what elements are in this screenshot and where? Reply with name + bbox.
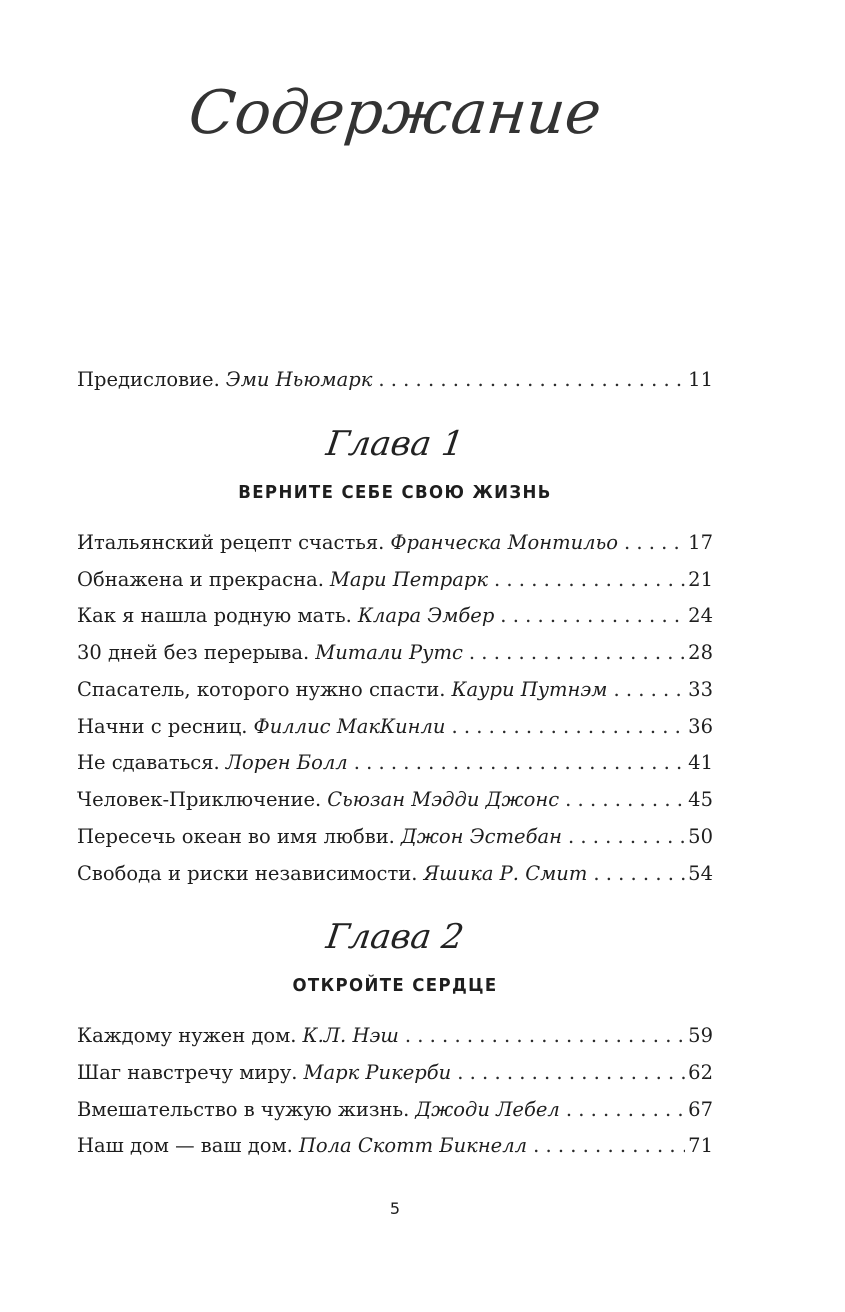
toc-entry[interactable]	[77, 1022, 713, 1050]
entry-title: Спасатель, которого нужно спасти.	[77, 678, 446, 701]
leader-dots	[405, 1022, 685, 1050]
entry-author: Лорен Болл	[225, 751, 348, 774]
leader-dots	[613, 676, 685, 704]
toc-entry[interactable]	[77, 749, 713, 777]
page-number: 5	[389, 1199, 401, 1218]
entry-title: Пересечь океан во имя любви.	[77, 825, 395, 848]
toc-entry[interactable]	[77, 860, 713, 888]
entry-title: Человек-Приключение.	[77, 788, 322, 811]
entry-page: 62	[688, 1061, 713, 1084]
toc-entry[interactable]	[77, 676, 713, 704]
entry-page: 24	[688, 604, 713, 627]
leader-dots	[624, 529, 685, 557]
leader-dots	[533, 1132, 685, 1160]
entry-page: 54	[688, 862, 713, 885]
entry-title: Каждому нужен дом.	[77, 1024, 297, 1047]
entry-title: Обнажена и прекрасна.	[77, 568, 324, 591]
entry-title: Итальянский рецепт счастья.	[77, 531, 385, 554]
entry-title: Предисловие.	[77, 368, 220, 391]
entry-page: 17	[688, 531, 713, 554]
entry-title: Не сдаваться.	[77, 751, 220, 774]
entry-page: 28	[688, 641, 713, 664]
leader-dots	[565, 786, 685, 814]
toc-entry[interactable]	[77, 713, 713, 741]
entry-title: Начни с ресниц.	[77, 715, 248, 738]
entry-author: Сьюзан Мэдди Джонс	[327, 788, 560, 811]
entry-page: 59	[688, 1024, 713, 1047]
entry-page: 33	[688, 678, 713, 701]
entry-title: Наш дом — ваш дом.	[77, 1134, 293, 1157]
leader-dots	[354, 749, 685, 777]
entry-page: 45	[688, 788, 713, 811]
leader-dots	[566, 1096, 685, 1124]
leader-dots	[469, 639, 685, 667]
entry-author: Джоди Лебел	[415, 1098, 560, 1121]
toc-entry[interactable]	[77, 529, 713, 557]
chapter-2-subtitle: ОТКРОЙТЕ СЕРДЦЕ	[292, 975, 498, 996]
chapter-1-label: Глава 1	[323, 424, 467, 464]
leader-dots	[457, 1059, 685, 1087]
entry-author: Филлис МакКинли	[253, 715, 446, 738]
leader-dots	[451, 713, 685, 741]
page-title: Содержание	[185, 78, 605, 148]
entry-author: Марк Рикерби	[303, 1061, 452, 1084]
entry-title: Шаг навстречу миру.	[77, 1061, 298, 1084]
toc-entry[interactable]	[77, 786, 713, 814]
toc-entry[interactable]	[77, 1132, 713, 1160]
toc-entry[interactable]	[77, 639, 713, 667]
toc-entry[interactable]	[77, 602, 713, 630]
entry-author: Клара Эмбер	[357, 604, 495, 627]
entry-title: 30 дней без перерыва.	[77, 641, 310, 664]
entry-author: Каури Путнэм	[451, 678, 608, 701]
entry-title: Свобода и риски независимости.	[77, 862, 418, 885]
toc-entry[interactable]	[77, 566, 713, 594]
chapter-1-subtitle: ВЕРНИТЕ СЕБЕ СВОЮ ЖИЗНЬ	[238, 482, 552, 503]
entry-author: Яшика Р. Смит	[423, 862, 588, 885]
leader-dots	[593, 860, 685, 888]
entry-author: Джон Эстебан	[400, 825, 562, 848]
leader-dots	[494, 566, 685, 594]
entry-author: Франческа Монтильо	[390, 531, 618, 554]
chapter-2-label: Глава 2	[323, 917, 467, 957]
entry-author: К.Л. Нэш	[302, 1024, 399, 1047]
entry-page: 11	[688, 368, 713, 391]
entry-page: 36	[688, 715, 713, 738]
entry-page: 50	[688, 825, 713, 848]
entry-author: Мари Петрарк	[329, 568, 489, 591]
entry-page: 67	[688, 1098, 713, 1121]
entry-page: 21	[688, 568, 713, 591]
toc-entry-preface[interactable]	[77, 366, 713, 394]
leader-dots	[378, 366, 685, 394]
leader-dots	[500, 602, 685, 630]
toc-entry[interactable]	[77, 1059, 713, 1087]
toc-entry[interactable]	[77, 823, 713, 851]
toc-entry[interactable]	[77, 1096, 713, 1124]
entry-page: 41	[688, 751, 713, 774]
entry-author: Пола Скотт Бикнелл	[298, 1134, 528, 1157]
leader-dots	[568, 823, 685, 851]
entry-page: 71	[688, 1134, 713, 1157]
entry-title: Как я нашла родную мать.	[77, 604, 352, 627]
entry-author: Эми Ньюмарк	[225, 368, 373, 391]
entry-title: Вмешательство в чужую жизнь.	[77, 1098, 410, 1121]
entry-author: Митали Рутс	[315, 641, 463, 664]
